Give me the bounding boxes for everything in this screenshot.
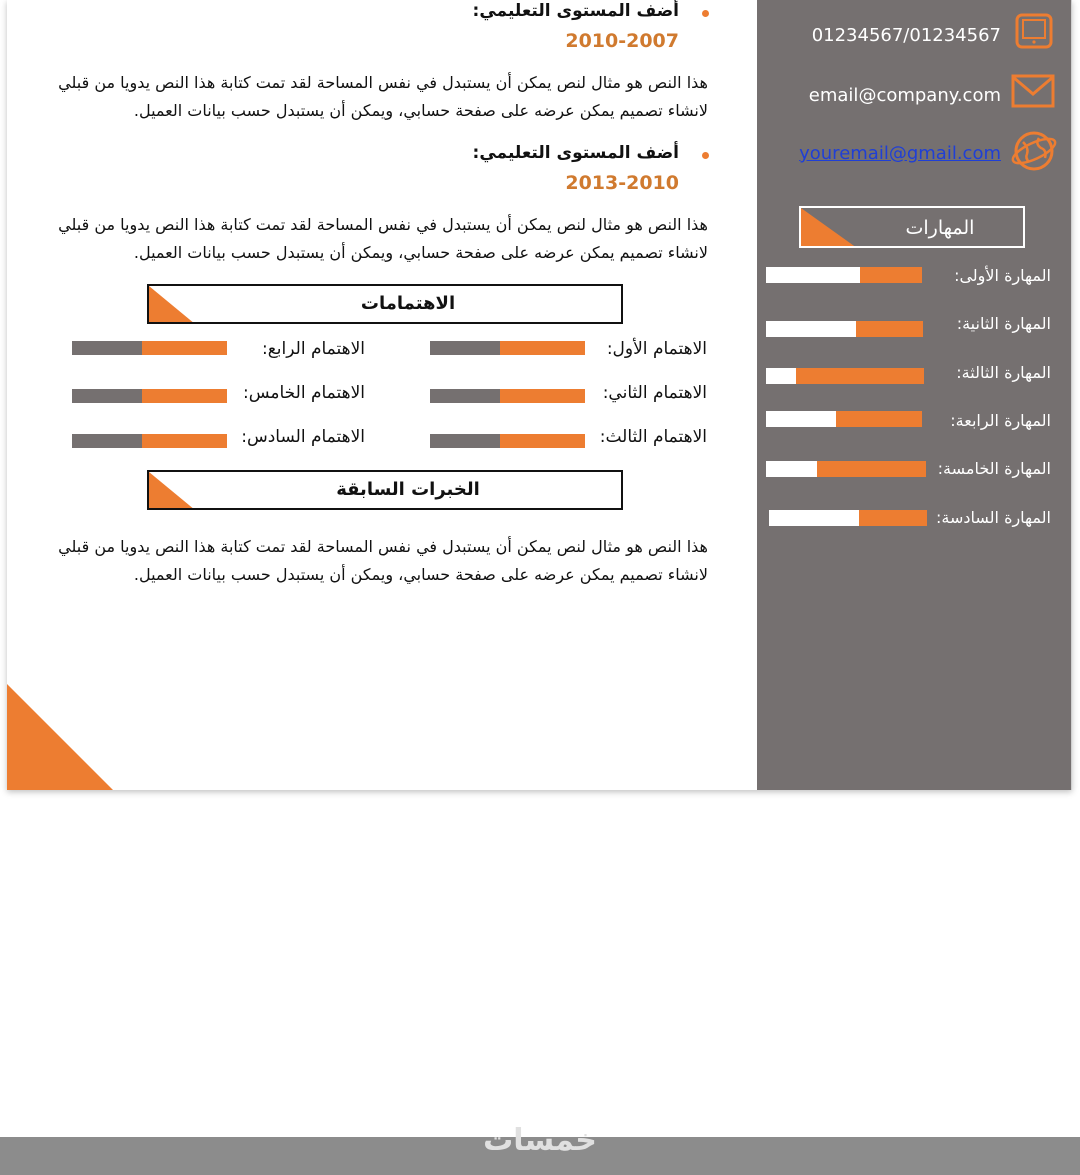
skills-header	[799, 206, 1025, 248]
resume-page	[7, 0, 1072, 790]
interests-title: الاهتمامات	[360, 293, 456, 314]
interest-bar	[430, 341, 585, 355]
interest-bar	[72, 434, 227, 448]
skill-label: المهارة الثالثة:	[956, 363, 1051, 382]
globe-icon	[1009, 128, 1059, 174]
interest-label: الاهتمام الثاني:	[602, 383, 707, 403]
education-description: هذا النص هو مثال لنص يمكن أن يستبدل في نفس المساحة لقد تمت كتابة هذا النص يدويا من قبلي لانشاء تصميم يمكن عرضه على صفحة حسابي، ويمكن أن يستبدل حسب بيانات العميل.	[58, 215, 708, 262]
email-address: email@company.com	[808, 85, 1001, 106]
tablet-icon	[1015, 13, 1053, 49]
education-description: هذا النص هو مثال لنص يمكن أن يستبدل في نفس المساحة لقد تمت كتابة هذا النص يدويا من قبلي لانشاء تصميم يمكن عرضه على صفحة حسابي، ويمكن أن يستبدل حسب بيانات العميل.	[58, 73, 708, 120]
experience-title: الخبرات السابقة	[336, 479, 480, 500]
education-years: 2013-2010	[565, 172, 679, 194]
skill-bar-fill	[836, 411, 922, 427]
interest-label: الاهتمام الثالث:	[599, 427, 707, 447]
education-years: 2010-2007	[565, 30, 679, 52]
interest-bar	[430, 389, 585, 403]
interest-bar	[430, 434, 585, 448]
skill-label: المهارة السادسة:	[936, 508, 1051, 527]
main-column	[7, 0, 757, 790]
triangle-decoration	[149, 286, 195, 324]
interest-label: الاهتمام الخامس:	[242, 383, 365, 403]
skill-label: المهارة الرابعة:	[950, 411, 1051, 430]
skill-bar	[766, 267, 922, 283]
envelope-icon	[1011, 74, 1055, 108]
interest-bar-fill	[500, 389, 585, 403]
experience-header	[147, 470, 623, 510]
skill-bar	[769, 510, 927, 526]
interest-bar	[72, 341, 227, 355]
skill-bar-fill	[856, 321, 924, 337]
bullet-icon	[702, 152, 709, 159]
skill-bar-fill	[860, 267, 922, 283]
interest-bar-fill	[500, 434, 585, 448]
email-link[interactable]: youremail@gmail.com	[799, 143, 1001, 164]
experience-description: هذا النص هو مثال لنص يمكن أن يستبدل في نفس المساحة لقد تمت كتابة هذا النص يدويا من قبلي لانشاء تصميم يمكن عرضه على صفحة حسابي، ويمكن أن يستبدل حسب بيانات العميل.	[58, 537, 708, 584]
triangle-decoration	[801, 208, 857, 248]
footer-bar	[0, 1123, 1080, 1175]
interest-bar	[72, 389, 227, 403]
skill-bar	[766, 461, 926, 477]
watermark-logo: خمسات	[483, 1123, 597, 1158]
interest-label: الاهتمام الرابع:	[262, 339, 365, 359]
phone-number: 01234567/01234567	[811, 25, 1001, 46]
skill-bar-fill	[817, 461, 926, 477]
interest-label: الاهتمام الأول:	[606, 339, 707, 359]
skill-label: المهارة الأولى:	[954, 266, 1051, 285]
skill-label: المهارة الثانية:	[956, 314, 1051, 333]
skill-bar	[766, 411, 922, 427]
skill-label: المهارة الخامسة:	[937, 459, 1051, 478]
education-title: أضف المستوى التعليمي:	[472, 143, 679, 163]
interests-header	[147, 284, 623, 324]
interest-label: الاهتمام السادس:	[241, 427, 365, 447]
triangle-decoration	[149, 472, 195, 510]
interest-bar-fill	[500, 341, 585, 355]
interest-bar-fill	[142, 341, 227, 355]
interest-bar-fill	[142, 434, 227, 448]
corner-triangle-decoration	[7, 684, 113, 790]
skill-bar	[766, 321, 923, 337]
interest-bar-fill	[142, 389, 227, 403]
sidebar	[757, 0, 1071, 790]
skill-bar-fill	[796, 368, 924, 384]
education-title: أضف المستوى التعليمي:	[472, 1, 679, 21]
skill-bar	[766, 368, 924, 384]
skill-bar-fill	[859, 510, 927, 526]
bullet-icon	[702, 10, 709, 17]
skills-title: المهارات	[905, 217, 975, 239]
